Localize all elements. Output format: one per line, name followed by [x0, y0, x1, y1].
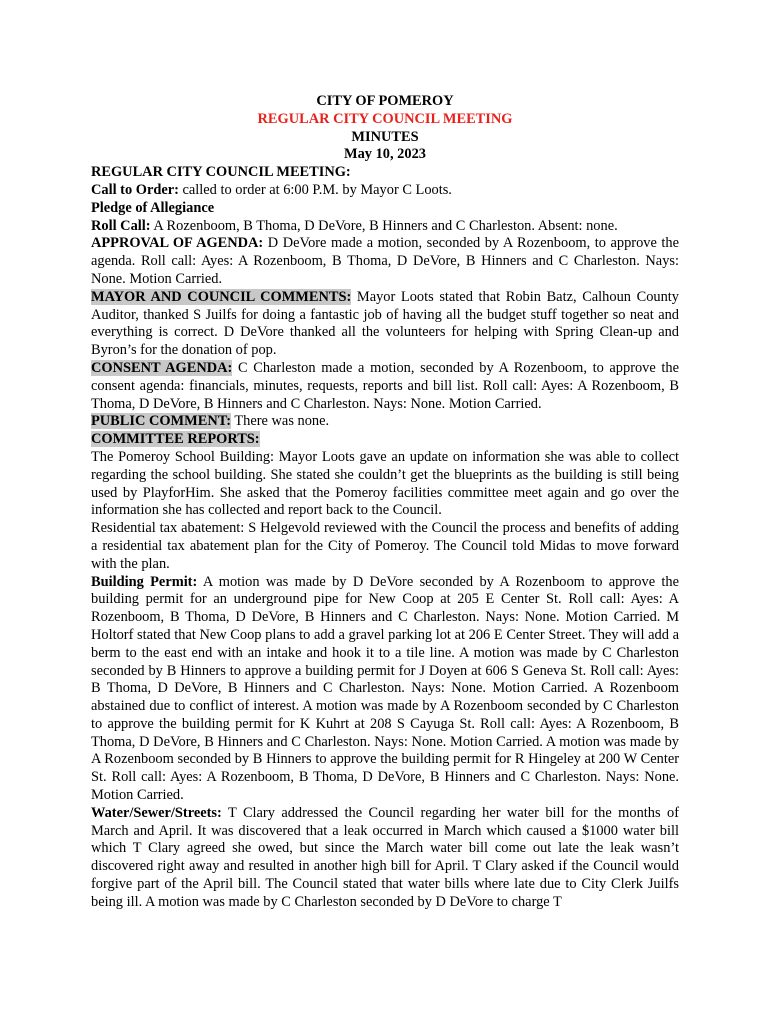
- pledge-paragraph: [91, 200, 679, 218]
- roll-call-paragraph: [91, 218, 679, 236]
- roll-call-label: Roll Call:: [91, 217, 151, 234]
- meeting-date: May 10, 2023: [344, 146, 426, 163]
- call-to-order-label: Call to Order:: [91, 181, 179, 198]
- public-comment-paragraph: [91, 413, 679, 431]
- water-sewer-streets-text: T Clary addressed the Council regarding her water bill for the months of March and April. It was discovered that a leak occurred in March which caused a $1000 water bill which T Clary agreed she owed, but since the March water bill come out late the leak wasn’t discovered right away and resulted in another high bill for April. T Clary asked if the Council would forgive part of the April bill. The Council stated that water bills where late due to City Clerk Juilfs being ill. A motion was made by C Charleston seconded by D DeVore to charge T: [91, 804, 679, 910]
- committee-reports-label: COMMITTEE REPORTS:: [91, 431, 260, 448]
- meeting-heading: [91, 164, 679, 182]
- call-to-order-text: called to order at 6:00 P.M. by Mayor C Loots.: [178, 181, 452, 198]
- city-name: CITY OF POMEROY: [316, 93, 454, 109]
- water-sewer-streets-paragraph: [91, 805, 679, 912]
- water-sewer-streets-label: Water/Sewer/Streets:: [91, 804, 222, 821]
- approval-of-agenda-text: D DeVore made a motion, seconded by A Rozenboom, to approve the agenda. Roll call: Ayes: A Rozenboom, B Thoma, D DeVore, B Hinners and C Charleston. Nays: None. Motion Carried.: [91, 235, 679, 287]
- public-comment-text: There was none.: [231, 413, 330, 430]
- mayor-comments-paragraph: [91, 289, 679, 360]
- meeting-type-title: REGULAR CITY COUNCIL MEETING: [257, 110, 513, 127]
- pledge-label: Pledge of Allegiance: [91, 199, 215, 216]
- approval-of-agenda-paragraph: [91, 235, 679, 288]
- building-permit-text: A motion was made by D DeVore seconded by A Rozenboom to approve the building permit for an underground pipe for New Coop at 205 E Center St. Roll call: Ayes: A Rozenboom, B Thoma, D DeVore, B Hinners and C Charleston. Nays: None. Motion Carried. M Holtorf stated that New Coop plans to add a gravel parking lot at 206 E Center Street. They will add a berm to the east end with an intake and hook it to a tile line. A motion was made by C Charleston seconded by B Hinners to approve a building permit for J Doyen at 606 S Geneva St. Roll call: Ayes: B Thoma, D DeVore, B Hinners and C Charleston. Nays: None. Motion Carried. A Rozenboom abstained due to conflict of interest. A motion was made by A Rozenboom seconded by C Charleston to approve the building permit for K Kuhrt at 208 S Cayuga St. Roll call: Ayes: A Rozenboom, B Thoma, D DeVore, B Hinners and C Charleston. Nays: None. Motion Carried. A motion was made by A Rozenboom seconded by B Hinners to approve the building permit for R Hingeley at 200 W Center St. Roll call: Ayes: A Rozenboom, B Thoma, D DeVore, B Hinners and C Charleston. Nays: None. Motion Carried.: [91, 573, 680, 804]
- approval-of-agenda-label: APPROVAL OF AGENDA:: [91, 235, 264, 252]
- building-permit-label: Building Permit:: [91, 573, 198, 590]
- consent-agenda-text: C Charleston made a motion, seconded by A Rozenboom, to approve the consent agenda: financials, minutes, requests, reports and bill list. Roll call: Ayes: A Rozenboom, B Thoma, D DeVore, B Hinners and C Charleston. Nays: None. Motion Carried.: [91, 359, 679, 412]
- committee-reports-heading: [91, 431, 679, 449]
- document-type: MINUTES: [351, 128, 419, 145]
- consent-agenda-paragraph: [91, 360, 679, 413]
- building-permit-paragraph: [91, 574, 679, 805]
- tax-abatement-paragraph: Residential tax abatement: S Helgevold reviewed with the Council the process and benefits of adding a residential tax abatement plan for the City of Pomeroy. The Council told Midas to move forward with the plan.: [91, 520, 679, 572]
- school-building-paragraph: The Pomeroy School Building: Mayor Loots gave an update on information she was able to collect regarding the school building. She stated she couldn’t get the blueprints as the building is still being used by PlayforHim. She asked that the Pomeroy facilities committee meet again and go over the information she has collected and report back to the Council.: [91, 448, 679, 519]
- call-to-order-paragraph: [91, 182, 679, 200]
- consent-agenda-label: CONSENT AGENDA:: [91, 359, 233, 376]
- mayor-comments-text: Mayor Loots stated that Robin Batz, Calhoun County Auditor, thanked S Juilfs for doing a fantastic job of having all the budget stuff together so neat and everything is correct. D DeVore thanked all the volunteers for helping with Spring Clean-up and Byron’s for the donation of pop.: [91, 288, 679, 359]
- mayor-comments-label: MAYOR AND COUNCIL COMMENTS:: [91, 288, 352, 305]
- public-comment-label: PUBLIC COMMENT:: [91, 413, 232, 430]
- roll-call-text: A Rozenboom, B Thoma, D DeVore, B Hinners and C Charleston. Absent: none.: [150, 217, 618, 234]
- minutes-document: [91, 93, 679, 912]
- meeting-heading-label: REGULAR CITY COUNCIL MEETING:: [91, 164, 351, 181]
